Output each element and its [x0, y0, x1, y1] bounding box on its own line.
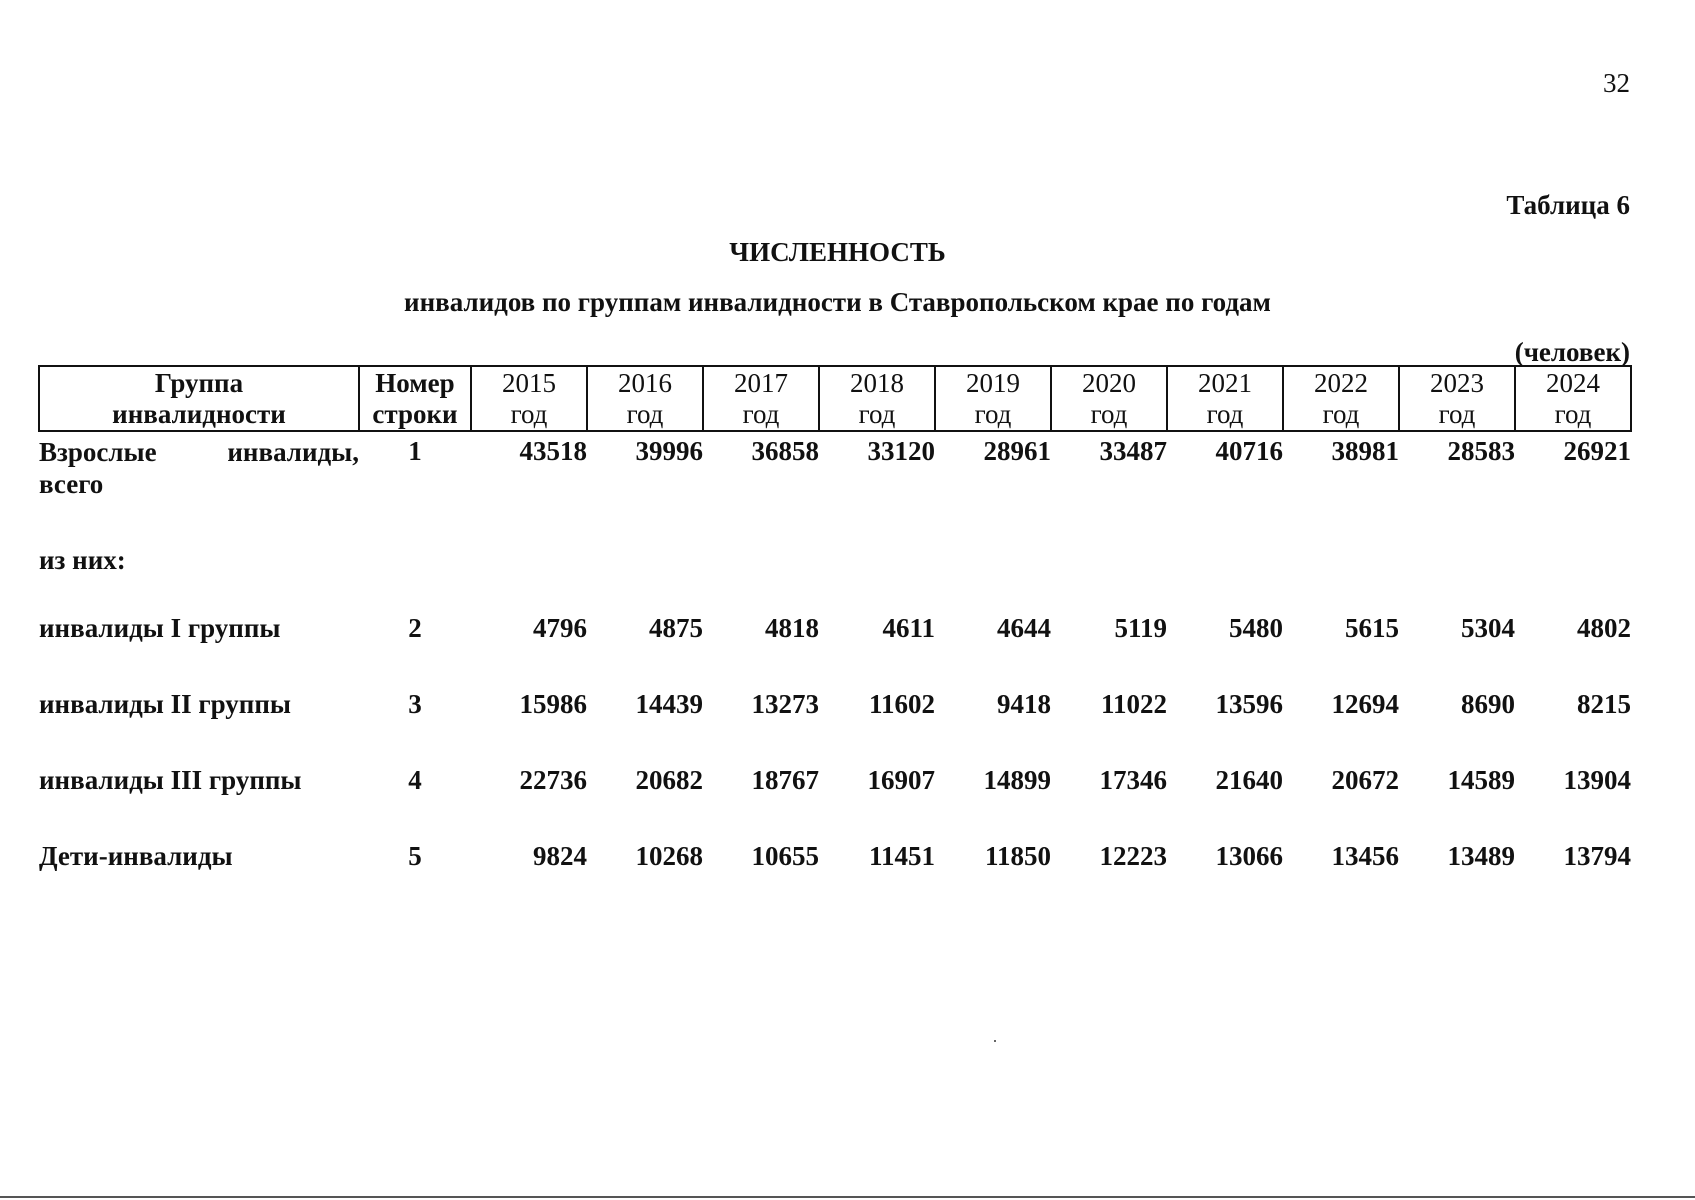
cell-value: 14589: [1447, 765, 1515, 795]
cell-value: 4802: [1577, 613, 1631, 643]
table-subtitle: инвалидов по группам инвалидности в Ставропольском крае по годам: [404, 287, 1271, 317]
cell-value: 4818: [765, 613, 819, 643]
cell-value: 18767: [751, 765, 819, 795]
cell-value: 13596: [1215, 689, 1283, 719]
cell-value: 5615: [1345, 613, 1399, 643]
row-line-number: 4: [408, 765, 422, 795]
cell-value: 28961: [983, 436, 1051, 466]
header-year: 2019 год: [935, 366, 1051, 431]
cell-value: 12223: [1099, 841, 1167, 871]
cell-value: 5480: [1229, 613, 1283, 643]
cell-value: 13904: [1563, 765, 1631, 795]
row-line-number: 1: [408, 436, 422, 466]
cell-value: 36858: [751, 436, 819, 466]
table-label: Таблица 6: [1506, 190, 1630, 220]
cell-value: 39996: [635, 436, 703, 466]
row-label: Дети-инвалиды: [39, 841, 233, 871]
cell-value: 9418: [997, 689, 1051, 719]
cell-value: 5119: [1114, 613, 1167, 643]
cell-value: 33487: [1099, 436, 1167, 466]
row-label: Взрослые инвалиды, всего: [39, 437, 359, 499]
header-year: 2024 год: [1515, 366, 1631, 431]
cell-value: 21640: [1215, 765, 1283, 795]
cell-value: 26921: [1563, 436, 1631, 466]
subheading-row: [39, 532, 1631, 600]
cell-value: 17346: [1099, 765, 1167, 795]
header-year: 2017 год: [703, 366, 819, 431]
scan-speck: [994, 1040, 996, 1042]
subheading: из них:: [39, 545, 126, 575]
cell-value: 9824: [533, 841, 587, 871]
cell-value: 43518: [519, 436, 587, 466]
cell-value: 4611: [882, 613, 935, 643]
row-label: инвалиды I группы: [39, 613, 281, 643]
data-table: [38, 365, 1632, 904]
header-line-number: Номер строки: [359, 366, 471, 431]
table-row: [39, 676, 1631, 752]
cell-value: 4644: [997, 613, 1051, 643]
cell-value: 4796: [533, 613, 587, 643]
page-bottom-rule: [0, 1196, 1695, 1198]
cell-value: 20682: [635, 765, 703, 795]
header-year: 2016 год: [587, 366, 703, 431]
header-year: 2021 год: [1167, 366, 1283, 431]
cell-value: 11850: [984, 841, 1051, 871]
table-row: [39, 600, 1631, 676]
row-label: инвалиды II группы: [39, 689, 292, 719]
table-title: ЧИСЛЕННОСТЬ: [729, 237, 946, 267]
cell-value: 13489: [1447, 841, 1515, 871]
cell-value: 20672: [1331, 765, 1399, 795]
cell-value: 11022: [1100, 689, 1167, 719]
cell-value: 28583: [1447, 436, 1515, 466]
header-year: 2015 год: [471, 366, 587, 431]
cell-value: 13794: [1563, 841, 1631, 871]
cell-value: 5304: [1461, 613, 1515, 643]
cell-value: 12694: [1331, 689, 1399, 719]
cell-value: 8215: [1577, 689, 1631, 719]
cell-value: 8690: [1461, 689, 1515, 719]
row-line-number: 5: [408, 841, 422, 871]
units-label: (человек): [1514, 337, 1630, 367]
cell-value: 10655: [751, 841, 819, 871]
row-line-number: 3: [408, 689, 422, 719]
cell-value: 13273: [751, 689, 819, 719]
cell-value: 16907: [867, 765, 935, 795]
cell-value: 10268: [635, 841, 703, 871]
header-year: 2020 год: [1051, 366, 1167, 431]
cell-value: 33120: [867, 436, 935, 466]
cell-value: 14439: [635, 689, 703, 719]
cell-value: 4875: [649, 613, 703, 643]
table-row: [39, 752, 1631, 828]
row-line-number: 2: [408, 613, 422, 643]
cell-value: 22736: [519, 765, 587, 795]
cell-value: 14899: [983, 765, 1051, 795]
page-number: 32: [1603, 68, 1630, 98]
cell-value: 15986: [519, 689, 587, 719]
header-row: [39, 366, 1631, 431]
cell-value: 40716: [1215, 436, 1283, 466]
cell-value: 11602: [868, 689, 935, 719]
header-year: 2018 год: [819, 366, 935, 431]
cell-value: 38981: [1331, 436, 1399, 466]
cell-value: 13066: [1215, 841, 1283, 871]
table-row: [39, 828, 1631, 904]
header-year: 2022 год: [1283, 366, 1399, 431]
header-group: Группа инвалидности: [39, 366, 359, 431]
row-label: инвалиды III группы: [39, 765, 302, 795]
cell-value: 11451: [868, 841, 935, 871]
header-year: 2023 год: [1399, 366, 1515, 431]
table-row: [39, 431, 1631, 532]
cell-value: 13456: [1331, 841, 1399, 871]
